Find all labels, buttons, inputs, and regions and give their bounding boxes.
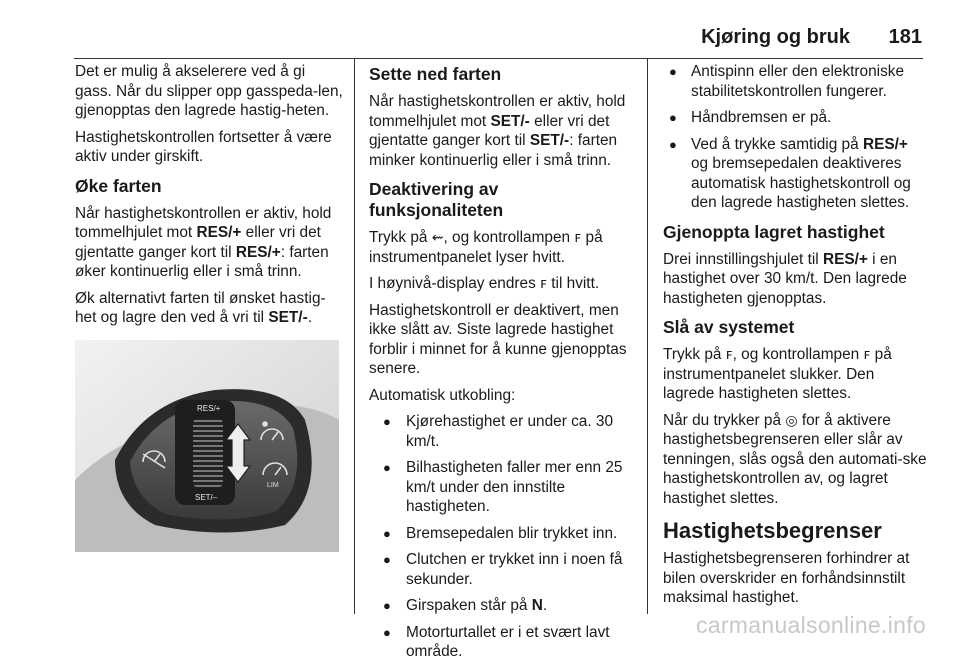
list-item bbox=[663, 135, 927, 213]
paragraph bbox=[75, 289, 343, 328]
text: Girspaken står på bbox=[406, 597, 532, 614]
heading-sette-ned-farten: Sette ned farten bbox=[369, 64, 502, 84]
paragraph bbox=[663, 345, 927, 404]
page-header bbox=[0, 6, 960, 56]
text: Når hastighetskontrollen er aktiv, hold tommelhjulet mot bbox=[369, 93, 626, 130]
auto-disengage-list bbox=[369, 412, 637, 662]
paragraph bbox=[369, 301, 637, 379]
heading-gjenoppta: Gjenoppta lagret hastighet bbox=[663, 221, 885, 242]
paragraph bbox=[663, 411, 927, 509]
heading-oke-farten: Øke farten bbox=[75, 175, 162, 196]
text: Kjørehastighet er under ca. 30 km/t. bbox=[406, 413, 614, 450]
text: : farten øker kontinuerlig eller i små trinn. bbox=[75, 243, 329, 280]
heading-sla-av: Slå av systemet bbox=[663, 317, 795, 337]
bold-text: RES/+ bbox=[196, 224, 242, 241]
watermark: carmanualsonline.info bbox=[695, 612, 926, 638]
list-item bbox=[663, 62, 927, 101]
column-divider-2 bbox=[647, 58, 648, 614]
list-item bbox=[369, 458, 637, 517]
column-1 bbox=[75, 62, 343, 552]
paragraph bbox=[369, 228, 637, 267]
text: Hastighetskontrollen fortsetter å være aktiv under girskift. bbox=[75, 128, 332, 165]
text: . bbox=[542, 597, 548, 614]
list-item bbox=[663, 108, 927, 128]
text: , og kontrollampen bbox=[443, 229, 575, 246]
text: : farten minker kontinuerlig eller i små trinn. bbox=[369, 132, 618, 169]
paragraph bbox=[369, 92, 637, 170]
bold-text: SET/- bbox=[268, 309, 308, 326]
list-item bbox=[369, 596, 637, 616]
text: på instrumentpanelet lyser hvitt. bbox=[369, 229, 603, 266]
text: Drei innstillingshjulet til bbox=[663, 250, 823, 268]
bold-text: RES/+ bbox=[235, 243, 281, 261]
text: Bremsepedalen blir trykket inn. bbox=[406, 524, 618, 542]
text: Når hastighetskontrollen er aktiv, hold tommelhjulet mot bbox=[75, 204, 332, 241]
text: Clutchen er trykket inn i noen få sekunder. bbox=[406, 551, 623, 588]
text: I høynivå-display endres bbox=[369, 275, 541, 292]
cruise-control-button-icon: ꜰ bbox=[725, 346, 733, 362]
text: Hastighetskontroll er deaktivert, men ikke slått av. Siste lagrede hastighet forblir i minnet for å kunne gjenopptas senere. bbox=[369, 301, 627, 377]
text: Antispinn eller den elektroniske stabilitetskontrollen fungerer. bbox=[691, 63, 905, 100]
paragraph bbox=[75, 128, 343, 167]
list-item bbox=[369, 550, 637, 589]
text: eller vri det gjentatte ganger kort til bbox=[369, 112, 610, 149]
text: og bremsepedalen deaktiveres automatisk hastighetskontroll og den lagrede hastigheten slettes. bbox=[691, 155, 911, 211]
header-rule bbox=[74, 58, 923, 59]
paragraph bbox=[75, 62, 343, 121]
text: Automatisk utkobling: bbox=[369, 386, 516, 404]
cruise-control-lamp-icon: ꜰ bbox=[540, 275, 547, 291]
text: på instrumentpanelet slukker. Den lagrede hastigheten slettes. bbox=[663, 346, 892, 402]
list-item bbox=[369, 524, 637, 544]
text: Ved å trykke samtidig på bbox=[691, 135, 863, 153]
thumbwheel[interactable] bbox=[193, 418, 223, 488]
text: eller vri det gjentatte ganger kort til bbox=[75, 224, 321, 261]
paragraph bbox=[369, 386, 637, 406]
cruise-control-lamp-icon: ꜰ bbox=[574, 229, 582, 245]
paragraph bbox=[663, 549, 927, 608]
paragraph bbox=[75, 204, 343, 282]
speed-limiter-button-icon: ◎ bbox=[785, 411, 798, 428]
text: Hastighetsbegrenseren forhindrer at bilen overskrider en forhåndsinnstilt maksimal hastighet. bbox=[663, 550, 910, 606]
heading-deaktivering: Deaktivering av funksjonaliteten bbox=[369, 179, 504, 220]
res-label: RES/+ bbox=[197, 403, 221, 413]
text: , og kontrollampen bbox=[732, 346, 864, 363]
lim-label: LIM bbox=[267, 481, 279, 489]
bold-text: RES/+ bbox=[822, 250, 868, 268]
text: i en hastighet over 30 km/t. Den lagrede hastigheten gjenopptas. bbox=[663, 250, 907, 307]
column-2 bbox=[369, 62, 637, 669]
text: til hvitt. bbox=[546, 275, 600, 292]
paragraph bbox=[369, 274, 637, 294]
bold-text: SET/- bbox=[529, 132, 570, 149]
auto-disengage-list-continued bbox=[663, 62, 927, 213]
heading-hastighetsbegrenser: Hastighetsbegrenser bbox=[663, 518, 882, 543]
text: Når du trykker på bbox=[663, 411, 786, 429]
page-number: 181 bbox=[888, 26, 922, 48]
text: for å aktivere hastighetsbegrenseren eller slår av tenningen, slås også den automati-ske hastighetskontrollen av, og lagret hastighet slettes. bbox=[663, 411, 927, 507]
cruise-control-lamp-icon: ꜰ bbox=[863, 346, 871, 362]
text: Det er mulig å akselerere ved å gi gass. Når du slipper opp gasspeda-len, gjenopptas den lagrede hastig-heten. bbox=[75, 63, 343, 119]
cruise-control-button-icon: ⇜ bbox=[431, 229, 444, 245]
set-label: SET/– bbox=[195, 492, 218, 502]
text: Øk alternativt farten til ønsket hastig-het og lagre den ved å vri til bbox=[75, 289, 326, 326]
text: Trykk på bbox=[663, 346, 726, 363]
paragraph bbox=[663, 250, 927, 309]
bold-text: N bbox=[531, 597, 543, 614]
steering-wheel-controls-photo bbox=[75, 340, 339, 552]
text: Motorturtallet er i et svært lavt område. bbox=[406, 623, 610, 660]
list-item bbox=[369, 623, 637, 662]
column-3 bbox=[663, 62, 927, 615]
bold-text: SET/- bbox=[490, 112, 530, 130]
bold-text: RES/+ bbox=[862, 135, 908, 153]
text: Håndbremsen er på. bbox=[691, 109, 832, 126]
page-title: Kjøring og bruk bbox=[701, 26, 850, 48]
text: Bilhastigheten faller mer enn 25 km/t under den innstilte hastigheten. bbox=[406, 459, 623, 515]
text: . bbox=[307, 309, 312, 326]
list-item bbox=[369, 412, 637, 451]
text: Trykk på bbox=[369, 229, 432, 246]
column-divider-1 bbox=[354, 58, 355, 614]
